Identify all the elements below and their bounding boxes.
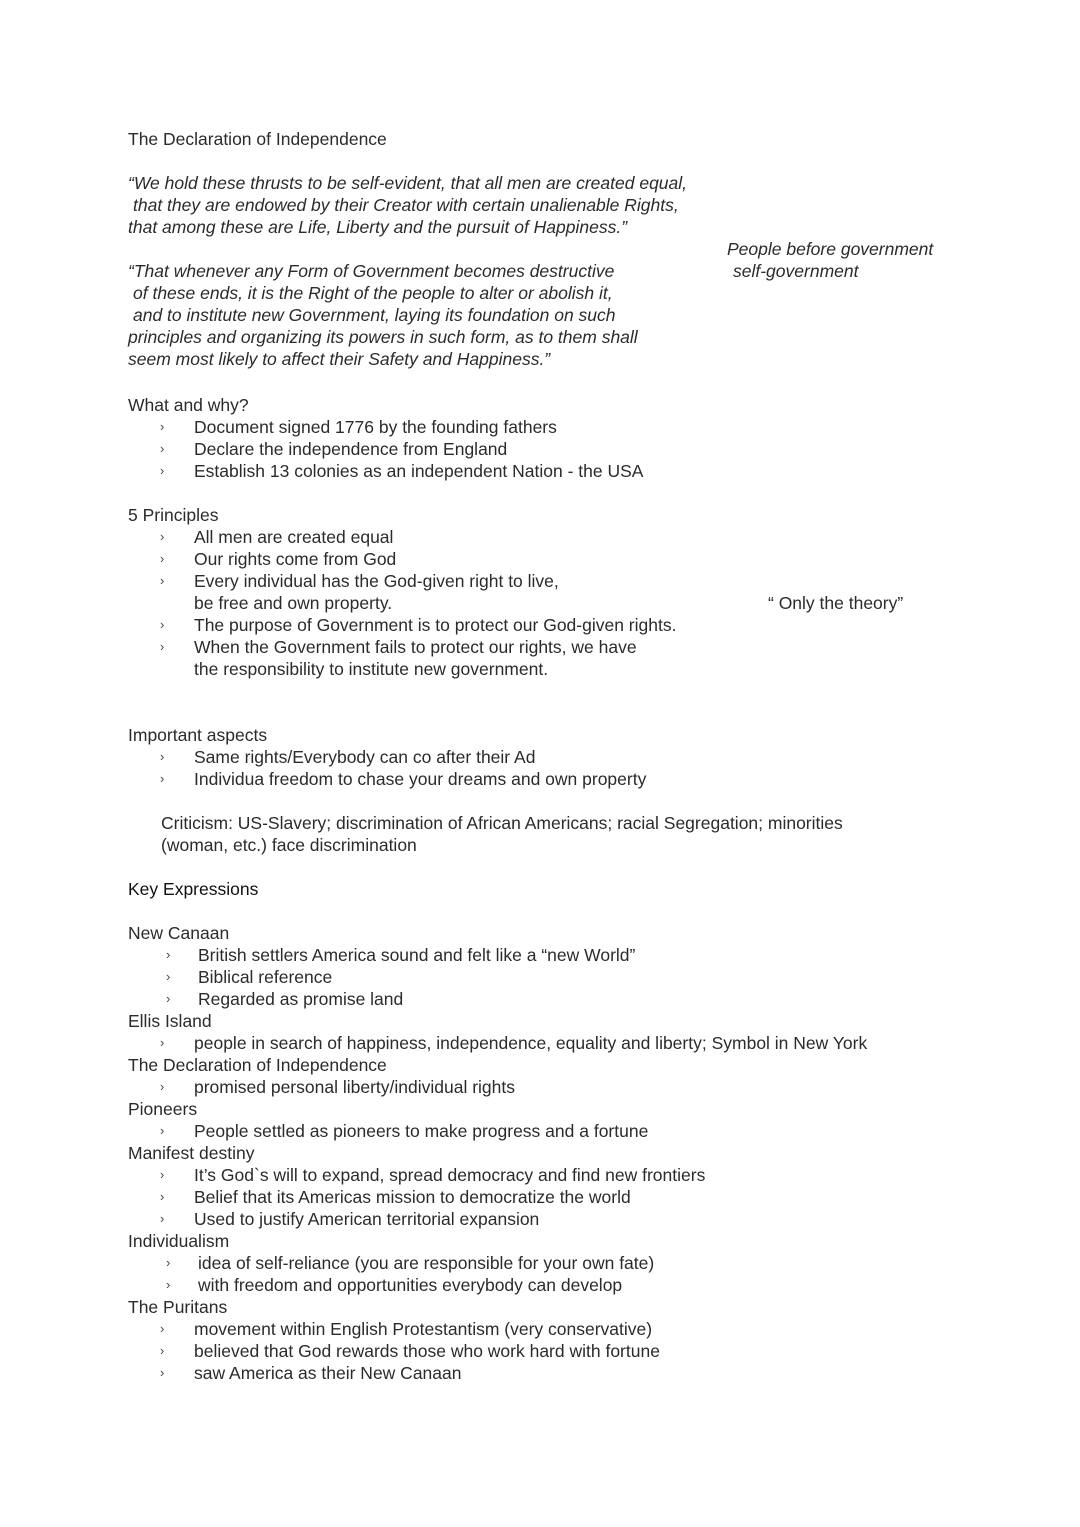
list-item: Individua freedom to chase your dreams and own property [194,769,647,789]
bullet-icon: › [160,419,165,434]
quote-line: “We hold these thrusts to be self-evident, that all men are created equal, [128,173,688,193]
quote-line: principles and organizing its powers in such form, as to them shall [128,327,638,347]
bullet-icon: › [160,529,165,544]
bullet-icon: › [160,1365,165,1380]
list-item: saw America as their New Canaan [194,1363,462,1383]
key-expressions-heading: Key Expressions [128,879,259,899]
list-item: People settled as pioneers to make progress and a fortune [194,1121,649,1141]
term-label: Individualism [128,1231,230,1251]
quote-line: that they are endowed by their Creator with certain unalienable Rights, [133,195,679,215]
list-item: British settlers America sound and felt like a “new World” [198,945,636,965]
term-label: Manifest destiny [128,1143,255,1163]
term-label: The Puritans [128,1297,228,1317]
bullet-icon: › [166,969,171,984]
list-item: It’s God`s will to expand, spread democracy and find new frontiers [194,1165,706,1185]
quote-line: that among these are Life, Liberty and the pursuit of Happiness.” [128,217,628,237]
list-item: movement within English Protestantism (very conservative) [194,1319,653,1339]
bullet-icon: › [160,463,165,478]
criticism-line: Criticism: US-Slavery; discrimination of African Americans; racial Segregation; minorities [161,813,843,833]
list-item: Our rights come from God [194,549,397,569]
bullet-icon: › [166,1277,171,1292]
list-item: Same rights/Everybody can co after their Ad [194,747,536,767]
bullet-icon: › [160,551,165,566]
term-label: Ellis Island [128,1011,212,1031]
list-item-continuation: the responsibility to institute new government. [194,659,549,679]
bullet-icon: › [160,639,165,654]
list-item: When the Government fails to protect our rights, we have [194,637,637,657]
list-item: Regarded as promise land [198,989,404,1009]
bullet-icon: › [166,991,171,1006]
bullet-icon: › [160,771,165,786]
list-item: idea of self-reliance (you are responsible for your own fate) [198,1253,655,1273]
criticism-line: (woman, etc.) face discrimination [161,835,417,855]
list-item: Establish 13 colonies as an independent Nation - the USA [194,461,644,481]
term-label: The Declaration of Independence [128,1055,387,1075]
quote-line: of these ends, it is the Right of the people to alter or abolish it, [133,283,613,303]
bullet-icon: › [160,1123,165,1138]
bullet-icon: › [160,617,165,632]
list-item: The purpose of Government is to protect our God-given rights. [194,615,677,635]
list-item: Belief that its Americas mission to democratize the world [194,1187,631,1207]
bullet-icon: › [160,1343,165,1358]
bullet-icon: › [160,1321,165,1336]
quote-line: seem most likely to affect their Safety and Happiness.” [128,349,551,369]
section-heading: 5 Principles [128,505,219,525]
list-item: promised personal liberty/individual rights [194,1077,515,1097]
bullet-icon: › [160,749,165,764]
list-item: Used to justify American territorial expansion [194,1209,540,1229]
side-note-line: self-government [733,261,859,281]
list-item: Document signed 1776 by the founding fathers [194,417,557,437]
side-note-line: People before government [727,239,934,259]
term-label: Pioneers [128,1099,198,1119]
list-item: All men are created equal [194,527,394,547]
bullet-icon: › [160,573,165,588]
page-title: The Declaration of Independence [128,129,387,149]
section-heading: What and why? [128,395,249,415]
bullet-icon: › [160,1079,165,1094]
list-item: with freedom and opportunities everybody can develop [198,1275,623,1295]
section-heading: Important aspects [128,725,268,745]
bullet-icon: › [160,1211,165,1226]
list-item: people in search of happiness, independence, equality and liberty; Symbol in New York [194,1033,868,1053]
list-item: Biblical reference [198,967,333,987]
quote-line: and to institute new Government, laying its foundation on such [133,305,616,325]
bullet-icon: › [160,441,165,456]
quote-line: “That whenever any Form of Government becomes destructive [128,261,615,281]
side-note-only-theory: “ Only the theory” [768,593,904,613]
bullet-icon: › [166,1255,171,1270]
list-item: Declare the independence from England [194,439,508,459]
bullet-icon: › [160,1189,165,1204]
bullet-icon: › [160,1167,165,1182]
list-item: believed that God rewards those who work hard with fortune [194,1341,660,1361]
list-item-continuation: be free and own property. [194,593,393,613]
list-item: Every individual has the God-given right to live, [194,571,559,591]
bullet-icon: › [160,1035,165,1050]
term-label: New Canaan [128,923,230,943]
bullet-icon: › [166,947,171,962]
